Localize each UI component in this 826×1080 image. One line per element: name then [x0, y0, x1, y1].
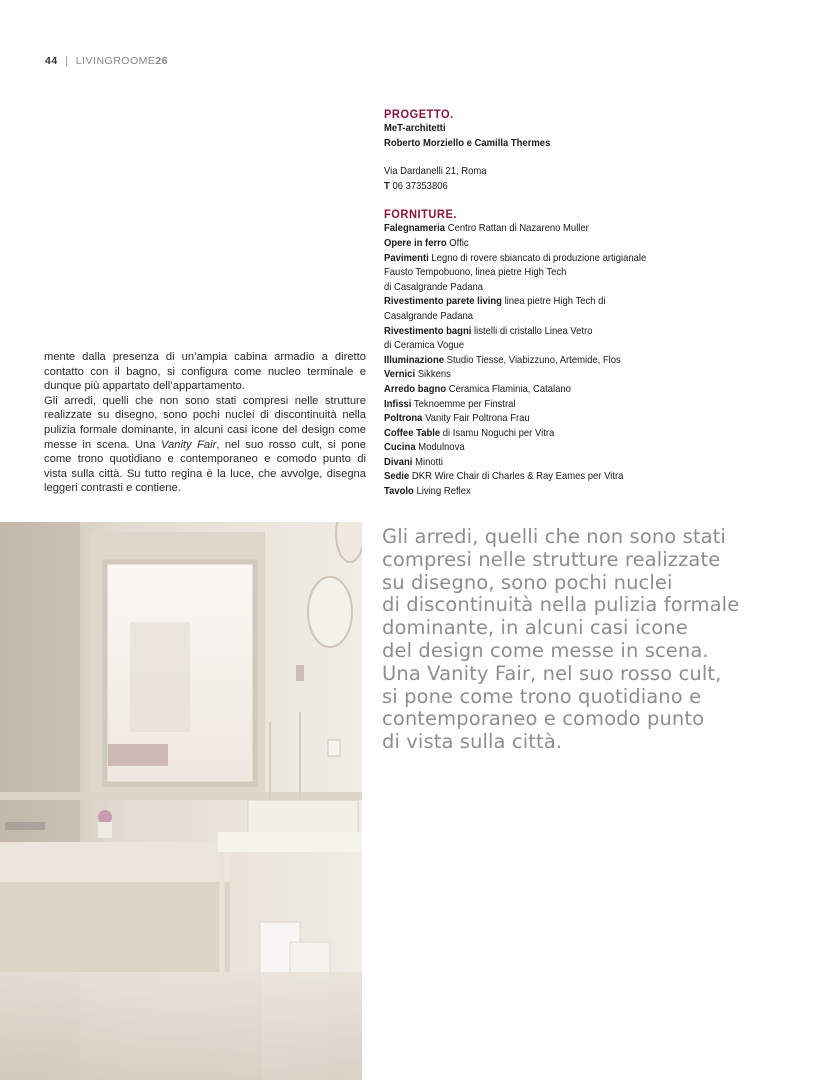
page-header [45, 55, 168, 67]
pull-quote-line: Una Vanity Fair, nel suo rosso cult, [382, 661, 722, 685]
article-body [44, 350, 366, 496]
studio-address: Via Dardanelli 21, Roma [384, 166, 487, 178]
forniture-item [384, 266, 688, 281]
forniture-text: di Casalgrande Padana [384, 281, 484, 293]
forniture-item [384, 237, 688, 252]
phone-number: 06 37353806 [392, 180, 448, 192]
forniture-text: Casalgrande Padana [384, 310, 474, 322]
forniture-item [384, 222, 688, 237]
forniture-label: Infissi [384, 398, 412, 410]
forniture-text: Teknoemme per Finstral [413, 398, 516, 410]
forniture-item [384, 398, 688, 413]
forniture-item [384, 383, 688, 398]
forniture-text: Fausto Tempobuono, linea pietre High Tech [384, 267, 567, 279]
forniture-label: Cucina [384, 442, 416, 454]
bathroom-photo [0, 522, 362, 1080]
forniture-item [384, 295, 688, 310]
forniture-text: linea pietre High Tech di [504, 296, 606, 308]
progetto-title: PROGETTO. [384, 107, 454, 121]
forniture-text: Studio Tiesse, Viabizzuno, Artemide, Flos [446, 354, 621, 366]
studio-phone [384, 180, 688, 195]
forniture-text: Legno di rovere sbiancato di produzione artigianale [431, 252, 647, 264]
pull-quote-line: si pone come trono quotidiano e [382, 684, 702, 708]
forniture-item [384, 368, 688, 383]
forniture-item [384, 339, 688, 354]
studio-name: MeT-architetti [384, 123, 446, 134]
forniture-item [384, 325, 688, 340]
forniture-item [384, 441, 688, 456]
pull-quote-line: di discontinuità nella pulizia formale [382, 593, 740, 617]
forniture-label: Sedie [384, 471, 410, 483]
forniture-label: Rivestimento parete living [384, 296, 502, 308]
forniture-text: Centro Rattan di Nazareno Muller [447, 223, 589, 235]
forniture-text: Modulnova [418, 442, 465, 454]
pull-quote [382, 526, 822, 754]
forniture-text: Ceramica Flaminia, Catalano [448, 383, 571, 395]
forniture-title: FORNITURE. [384, 207, 457, 222]
pull-quote-line: contemporaneo e comodo punto [382, 707, 705, 731]
forniture-item [384, 281, 688, 296]
forniture-item [384, 310, 688, 325]
issue-number: 26 [155, 55, 169, 67]
forniture-text: di Ceramica Vogue [384, 340, 465, 352]
forniture-item [384, 456, 688, 471]
vanity-fair-italic: Vanity Fair [160, 438, 217, 451]
forniture-text: di Isamu Noguchi per Vitra [442, 427, 555, 439]
pull-quote-line: su disegno, sono pochi nuclei [382, 570, 673, 594]
forniture-label: Pavimenti [384, 252, 429, 264]
forniture-item [384, 252, 688, 267]
forniture-item [384, 485, 688, 500]
phone-label: T [384, 180, 390, 192]
pull-quote-line: del design come messe in scena. [382, 638, 709, 662]
pull-quote-line: compresi nelle strutture realizzate [382, 547, 721, 571]
forniture-text: Vanity Fair Poltrona Frau [425, 413, 530, 425]
forniture-label: Tavolo [384, 486, 414, 498]
forniture-text: Living Reflex [416, 486, 471, 498]
forniture-item [384, 354, 688, 369]
forniture-list [384, 222, 688, 499]
forniture-item [384, 412, 688, 427]
forniture-label: Arredo bagno [384, 383, 447, 395]
forniture-label: Falegnameria [384, 223, 446, 235]
forniture-label: Rivestimento bagni [384, 325, 472, 337]
credits-box [384, 106, 688, 500]
forniture-label: Poltrona [384, 413, 423, 425]
forniture-item [384, 470, 688, 485]
forniture-label: Illuminazione [384, 354, 445, 366]
forniture-label: Coffee Table [384, 427, 441, 439]
forniture-text: Sikkens [417, 369, 451, 381]
magazine-brand: LIVINGROOME [75, 55, 156, 67]
forniture-label: Opere in ferro [384, 237, 447, 249]
pull-quote-line: Gli arredi, quelli che non sono stati [382, 525, 726, 548]
forniture-label: Divani [384, 456, 413, 468]
forniture-text: listelli di cristallo Linea Vetro [474, 325, 593, 337]
forniture-text: DKR Wire Chair di Charles & Ray Eames per Vitra [411, 471, 624, 483]
page-number: 44 [45, 55, 58, 67]
forniture-item [384, 427, 688, 442]
forniture-text: Minotti [415, 456, 443, 468]
pull-quote-line: di vista sulla città. [382, 730, 563, 754]
header-separator: | [65, 55, 69, 67]
body-paragraph-2: Gli arredi, quelli che non sono stati compresi nelle strutture realizzate su disegno, sono pochi nuclei di discontinuità nella pulizia formale dominante, in alcuni casi icone del design come messe in scena. Una Vanity Fair, nel suo rosso cult, si pone come trono quotidiano e contemporaneo e comodo punto di vista sulla città. Su tutto regina è la luce, che avvolge, disegna leggeri contrasti e contiene. [44, 394, 366, 495]
pull-quote-line: dominante, in alcuni casi icone [382, 616, 688, 640]
forniture-text: Offic [449, 237, 469, 249]
forniture-label: Vernici [384, 369, 416, 381]
body-paragraph-1: mente dalla presenza di un’ampia cabina armadio a diretto contatto con il bagno, si configura come nucleo terminale e dunque più appartato dell’appartamento. [44, 351, 366, 393]
architects-names: Roberto Morziello e Camilla Thermes [384, 137, 551, 149]
